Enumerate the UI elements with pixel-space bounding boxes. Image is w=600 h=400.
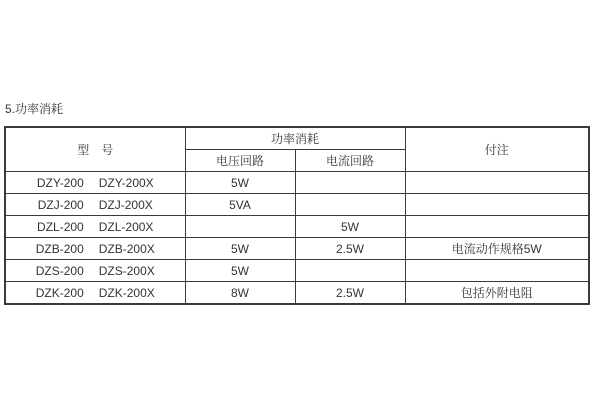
model-cell: [5, 282, 185, 305]
note-cell: [405, 216, 589, 238]
model-cell: [5, 238, 185, 260]
section-title: 5.功率消耗: [5, 102, 64, 116]
voltage-cell: 5W: [185, 172, 295, 194]
model-a-text: DZJ-200: [37, 197, 84, 212]
table-row: [5, 282, 589, 305]
table-row: [5, 172, 589, 194]
model-b-text: DZS-200X: [98, 263, 155, 278]
current-cell: 5W: [295, 216, 405, 238]
table-row: [5, 238, 589, 260]
voltage-cell: 5W: [185, 260, 295, 282]
header-note: 付注: [405, 127, 589, 172]
note-cell: [405, 194, 589, 216]
note-cell: [405, 172, 589, 194]
header-row-top: [5, 127, 589, 150]
voltage-cell: [185, 216, 295, 238]
voltage-cell: 8W: [185, 282, 295, 305]
note-cell: [405, 260, 589, 282]
current-cell: 2.5W: [295, 238, 405, 260]
model-a-text: DZK-200: [35, 285, 84, 300]
model-b-text: DZY-200X: [98, 175, 154, 190]
model-a-text: DZS-200: [35, 263, 84, 278]
current-cell: [295, 260, 405, 282]
table-row: [5, 194, 589, 216]
table-row: [5, 260, 589, 282]
model-cell: [5, 194, 185, 216]
current-cell: [295, 172, 405, 194]
model-a-text: DZL-200: [37, 219, 84, 234]
header-voltage-circuit: 电压回路: [185, 150, 295, 172]
model-a-text: DZY-200: [36, 175, 84, 190]
header-power: 功率消耗: [185, 127, 405, 150]
model-b-text: DZB-200X: [98, 241, 155, 256]
voltage-cell: 5VA: [185, 194, 295, 216]
model-cell: [5, 260, 185, 282]
current-cell: [295, 194, 405, 216]
model-b-text: DZJ-200X: [98, 197, 153, 212]
power-consumption-table: [4, 126, 590, 305]
current-cell: 2.5W: [295, 282, 405, 305]
model-a-text: DZB-200: [35, 241, 84, 256]
model-b-text: DZK-200X: [98, 285, 155, 300]
header-current-circuit: 电流回路: [295, 150, 405, 172]
note-cell: 电流动作规格5W: [405, 238, 589, 260]
model-cell: [5, 216, 185, 238]
voltage-cell: 5W: [185, 238, 295, 260]
table-row: [5, 216, 589, 238]
model-b-text: DZL-200X: [98, 219, 154, 234]
header-model: 型 号: [5, 127, 185, 172]
model-cell: [5, 172, 185, 194]
note-cell: 包括外附电阻: [405, 282, 589, 305]
